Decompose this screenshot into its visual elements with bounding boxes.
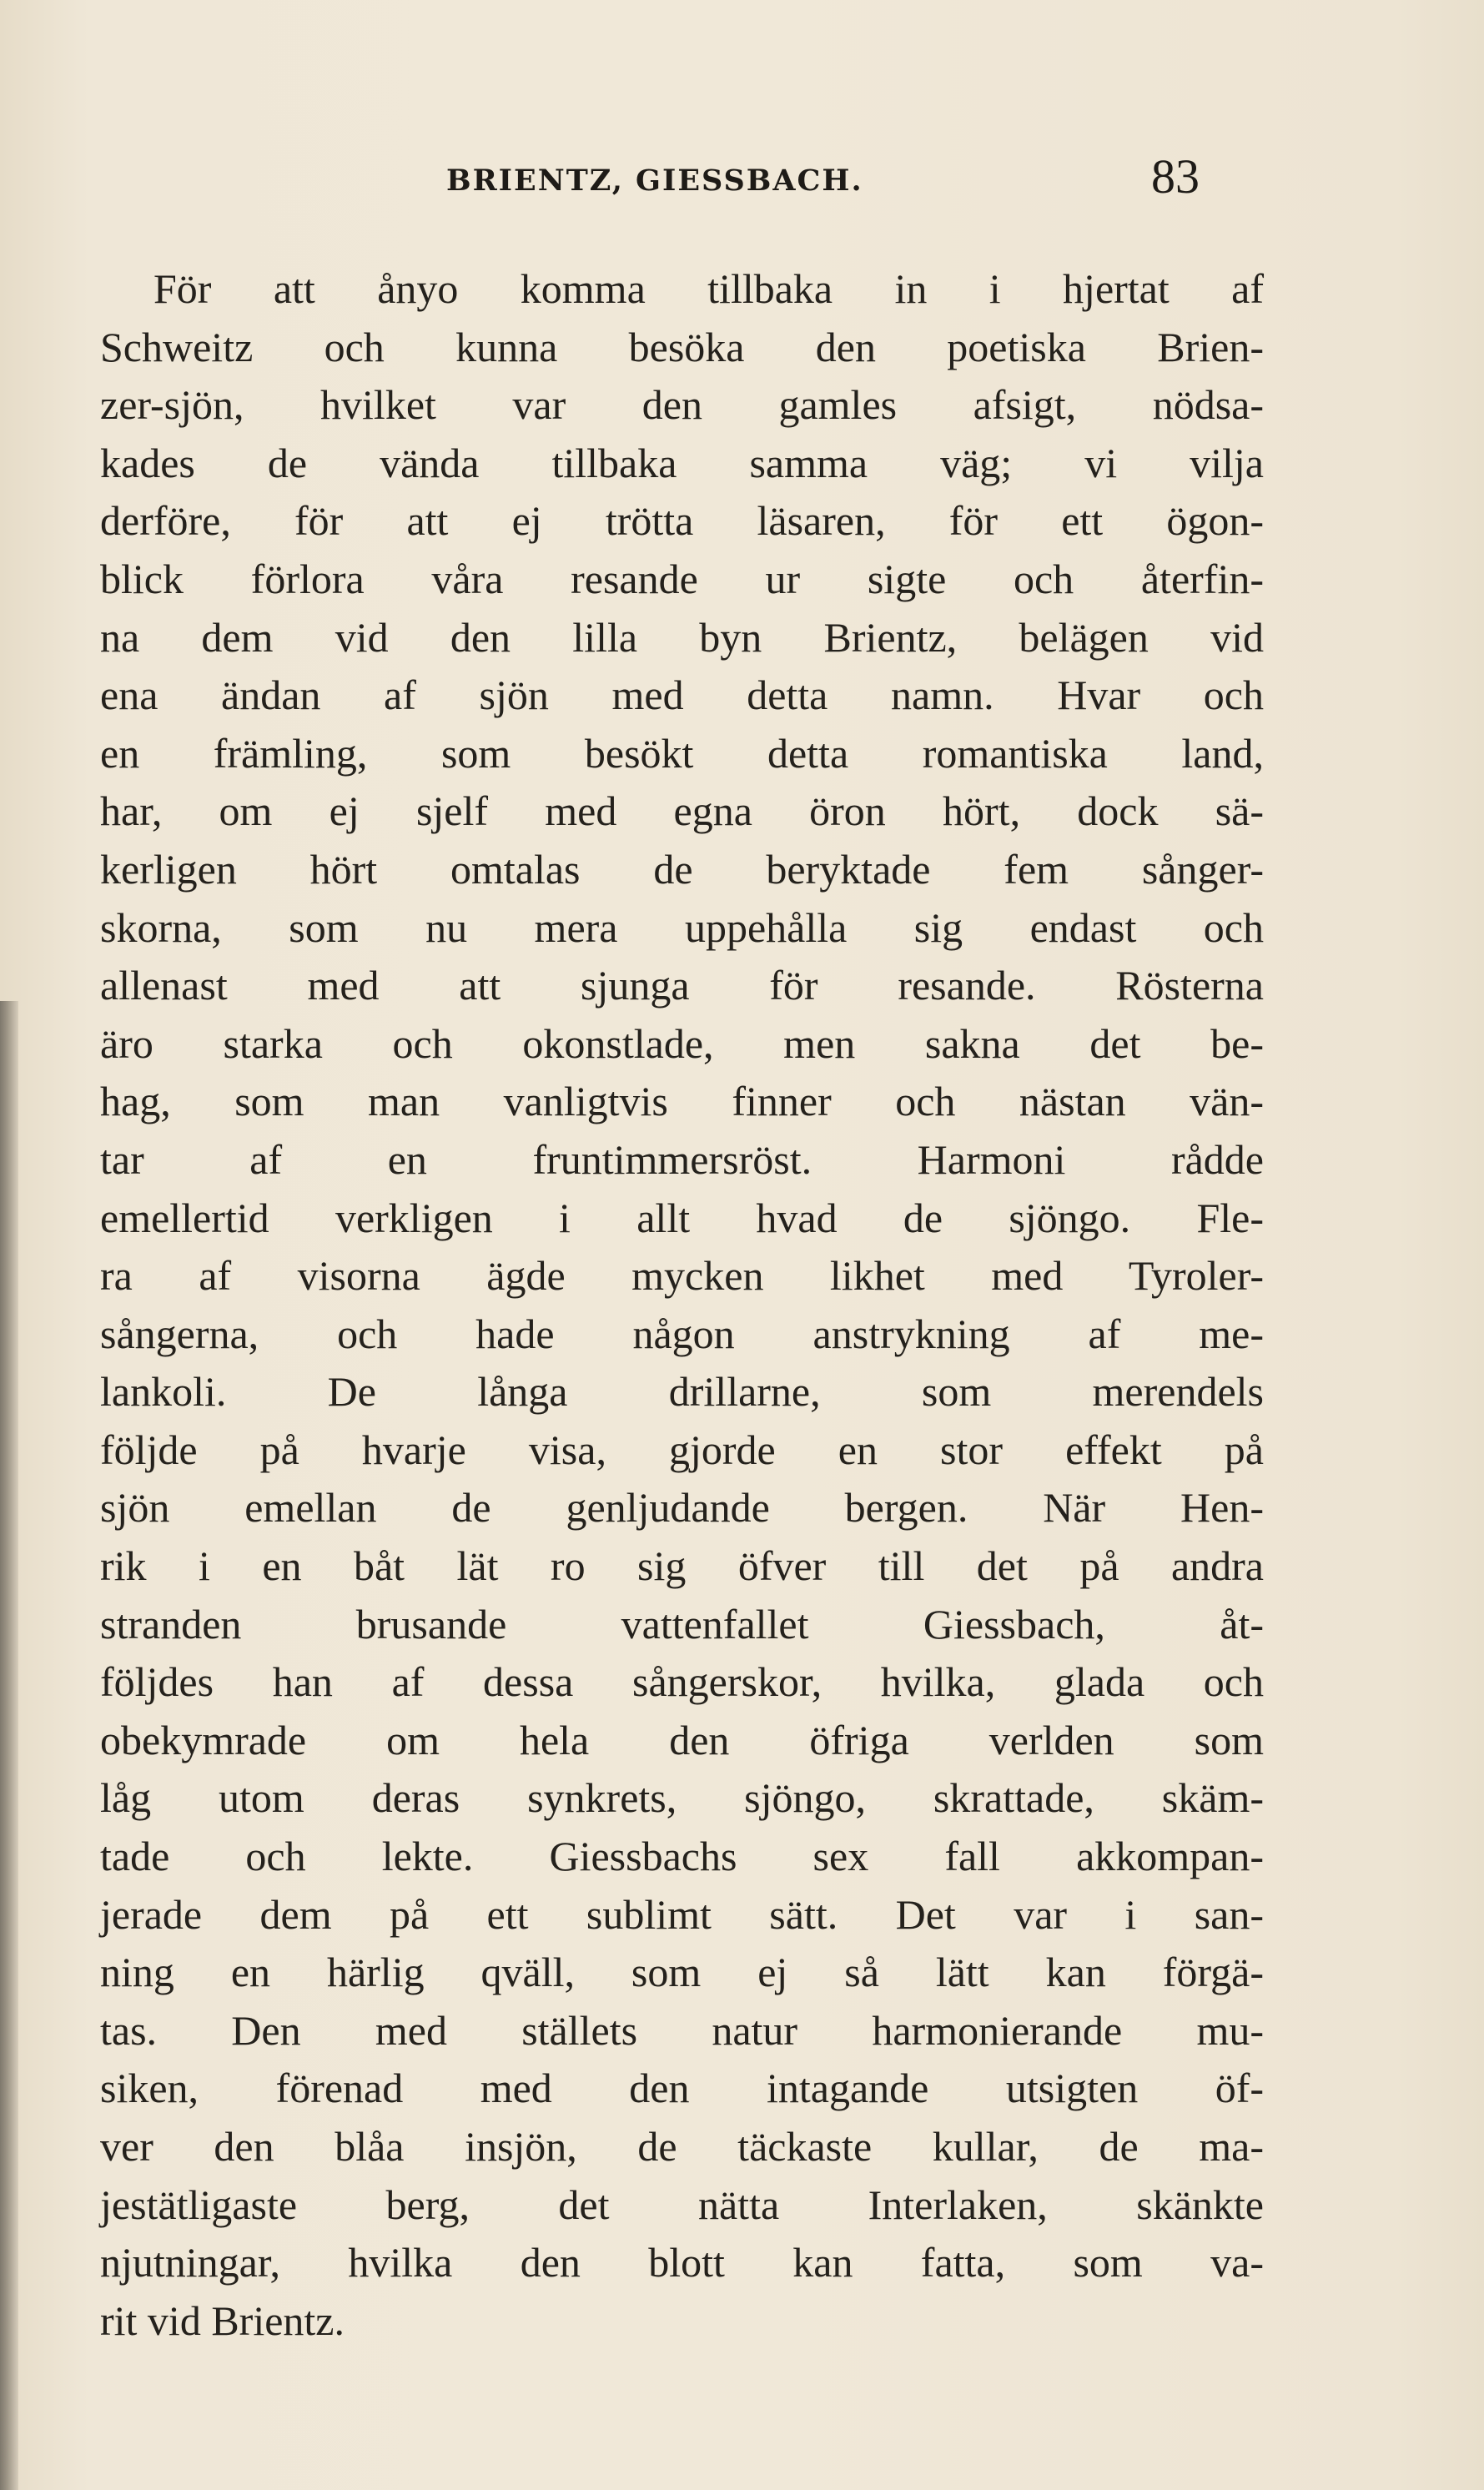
text-line: stranden brusande vattenfallet Giessbach, åt- — [100, 1600, 1264, 1647]
text-line: emellertid verkligen i allt hvad de sjöngo. Fle- — [100, 1194, 1264, 1241]
binding-gutter-shadow — [0, 1001, 18, 2490]
text-line: hag, som man vanligtvis finner och nästan vän- — [100, 1078, 1264, 1125]
text-line: jestätligaste berg, det nätta Interlaken, skänkte — [100, 2181, 1264, 2228]
text-line: låg utom deras synkrets, sjöngo, skrattade, skäm- — [100, 1774, 1264, 1822]
text-line: obekymrade om hela den öfriga verlden som — [100, 1716, 1264, 1763]
text-line: njutningar, hvilka den blott kan fatta, som va- — [100, 2239, 1264, 2286]
text-line: lankoli. De långa drillarne, som merendels — [100, 1368, 1264, 1416]
text-line: zer-sjön, hvilket var den gamles afsigt, nödsa- — [100, 381, 1264, 429]
text-line: äro starka och okonstlade, men sakna det be- — [100, 1019, 1264, 1067]
text-line: tade och lekte. Giessbachs sex fall akkompan- — [100, 1833, 1264, 1880]
text-line: en främling, som besökt detta romantiska land, — [100, 729, 1264, 777]
text-line: har, om ej sjelf med egna öron hört, dock sä- — [100, 787, 1264, 835]
text-line: derföre, för att ej trötta läsaren, för ett ögon- — [100, 497, 1264, 545]
text-line: följde på hvarje visa, gjorde en stor effekt på — [100, 1426, 1264, 1473]
text-line: sångerna, och hade någon anstrykning af me- — [100, 1310, 1264, 1357]
text-line: ra af visorna ägde mycken likhet med Tyroler- — [100, 1252, 1264, 1300]
text-line: kerligen hört omtalas de beryktade fem sånger- — [100, 845, 1264, 893]
text-line: För att ånyo komma tillbaka in i hjertat af — [153, 265, 1264, 312]
text-line: allenast med att sjunga för resande. Rösterna — [100, 962, 1264, 1009]
text-line: blick förlora våra resande ur sigte och återfin- — [100, 555, 1264, 602]
text-line: rik i en båt lät ro sig öfver till det på andra — [100, 1542, 1264, 1590]
text-line: ena ändan af sjön med detta namn. Hvar och — [100, 672, 1264, 719]
text-line: kades de vända tillbaka samma väg; vi vilja — [100, 439, 1264, 486]
text-line: siken, förenad med den intagande utsigten öf- — [100, 2065, 1264, 2112]
text-line: ning en härlig qväll, som ej så lätt kan förgä- — [100, 1949, 1264, 1996]
text-line: följdes han af dessa sångerskor, hvilka, glada och — [100, 1658, 1264, 1706]
text-line: skorna, som nu mera uppehålla sig endast och — [100, 903, 1264, 951]
text-line: ver den blåa insjön, de täckaste kullar, de ma- — [100, 2123, 1264, 2170]
text-line: jerade dem på ett sublimt sätt. Det var i san- — [100, 1890, 1264, 1938]
text-line: rit vid Brientz. — [100, 2296, 345, 2344]
text-line: tar af en fruntimmersröst. Harmoni rådde — [100, 1135, 1264, 1183]
page-number: 83 — [1151, 149, 1200, 204]
running-title: BRIENTZ, GIESSBACH. — [446, 163, 863, 198]
text-line: na dem vid den lilla byn Brientz, belägen vid — [100, 613, 1264, 661]
text-line: sjön emellan de genljudande bergen. När Hen- — [100, 1484, 1264, 1532]
body-paragraph — [100, 260, 1264, 2350]
text-line: tas. Den med ställets natur harmonierande mu- — [100, 2006, 1264, 2054]
text-line: Schweitz och kunna besöka den poetiska Brien- — [100, 323, 1264, 370]
page-header — [0, 148, 1484, 215]
